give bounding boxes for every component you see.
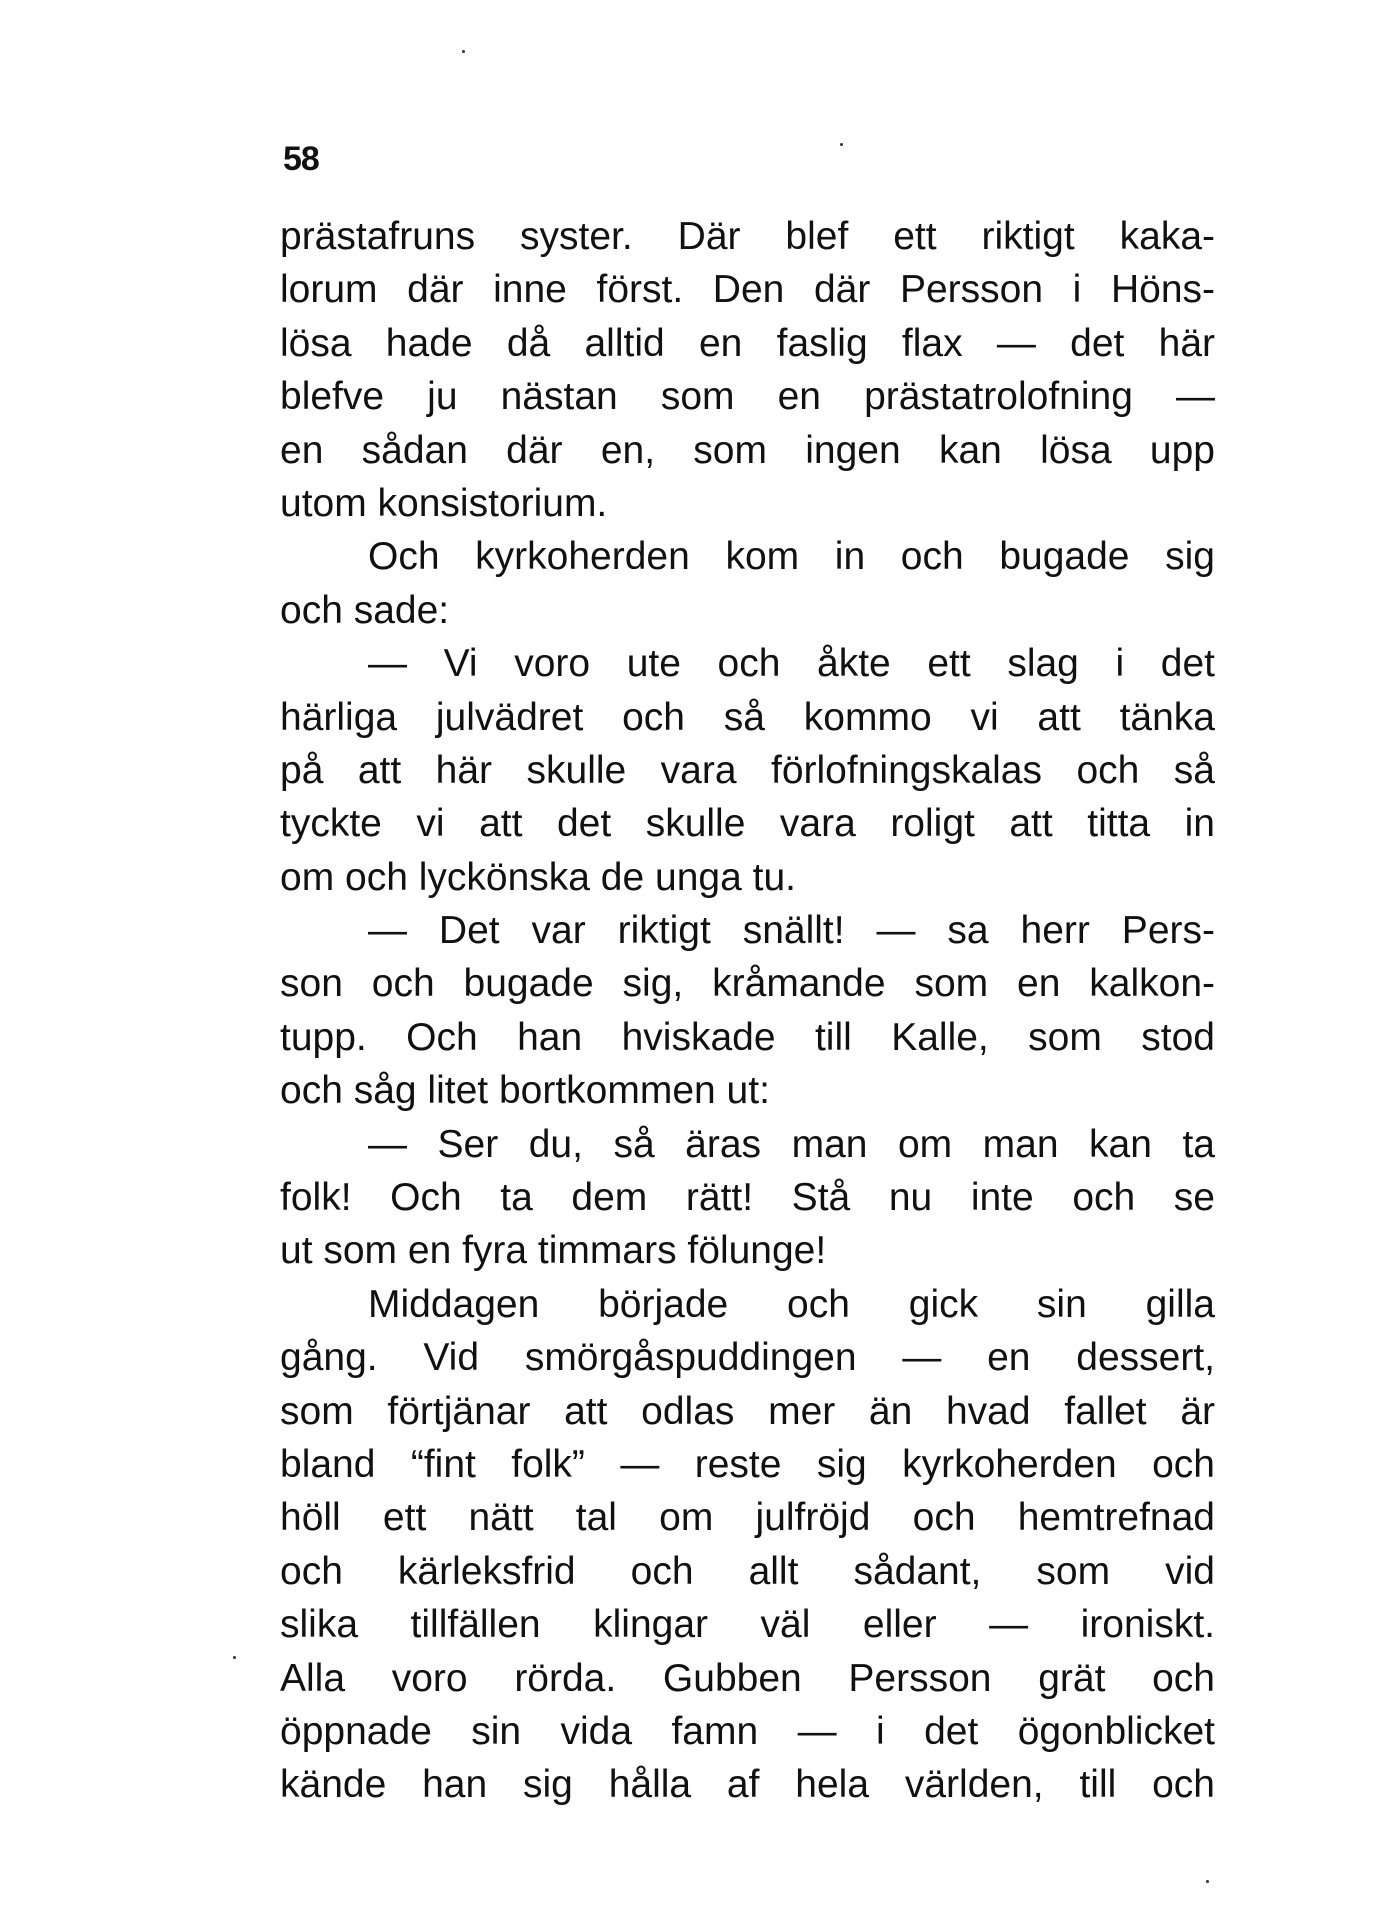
text-line: och sade: [280, 588, 450, 632]
text-line: prästafruns syster. Där blef ett riktigt kaka- [280, 215, 1215, 258]
text-line: Och kyrkoherden kom in och bugade sig [368, 535, 1215, 579]
text-line: lösa hade då alltid en faslig flax — det här [280, 321, 1215, 365]
text-line: — Det var riktigt snällt! — sa herr Pers- [368, 909, 1215, 953]
text-line: — Vi voro ute och åkte ett slag i det [368, 642, 1215, 686]
body-text [280, 210, 1215, 1812]
text-line: tyckte vi att det skulle vara roligt att titta in [280, 802, 1215, 846]
print-speck [840, 143, 843, 146]
text-line: Alla voro rörda. Gubben Persson grät och [280, 1656, 1215, 1700]
print-speck [1206, 1880, 1209, 1883]
text-line: ut som en fyra timmars fölunge! [280, 1229, 827, 1273]
text-line: som förtjänar att odlas mer än hvad fallet är [280, 1389, 1215, 1433]
text-line: en sådan där en, som ingen kan lösa upp [280, 428, 1215, 472]
text-line: härliga julvädret och så kommo vi att tänka [280, 695, 1215, 739]
text-line: och kärleksfrid och allt sådant, som vid [280, 1549, 1215, 1593]
text-line: — Ser du, så äras man om man kan ta [368, 1122, 1215, 1166]
text-line: om och lyckönska de unga tu. [280, 855, 796, 899]
print-speck [462, 50, 465, 53]
text-line: utom konsistorium. [280, 481, 608, 525]
text-line: och såg litet bortkommen ut: [280, 1069, 770, 1113]
text-line: öppnade sin vida famn — i det ögonblicket [280, 1709, 1215, 1753]
text-line: Middagen började och gick sin gilla [368, 1282, 1215, 1326]
text-line: tupp. Och han hviskade till Kalle, som stod [280, 1015, 1215, 1059]
text-line: på att här skulle vara förlofningskalas och så [280, 748, 1215, 792]
page-number: 58 [283, 140, 319, 178]
text-line: lorum där inne först. Den där Persson i Höns- [280, 268, 1215, 312]
text-line: blefve ju nästan som en prästatrolofning — [280, 375, 1215, 419]
text-line: bland “fint folk” — reste sig kyrkoherden och [280, 1442, 1215, 1486]
text-line: kände han sig hålla af hela världen, till och [280, 1763, 1215, 1807]
text-line: höll ett nätt tal om julfröjd och hemtrefnad [280, 1496, 1215, 1540]
text-line: slika tillfällen klingar väl eller — ironiskt. [280, 1603, 1215, 1647]
text-line: son och bugade sig, kråmande som en kalkon- [280, 962, 1215, 1006]
print-speck [233, 1656, 236, 1659]
text-line: folk! Och ta dem rätt! Stå nu inte och se [280, 1176, 1215, 1220]
text-line: gång. Vid smörgåspuddingen — en dessert, [280, 1336, 1215, 1380]
